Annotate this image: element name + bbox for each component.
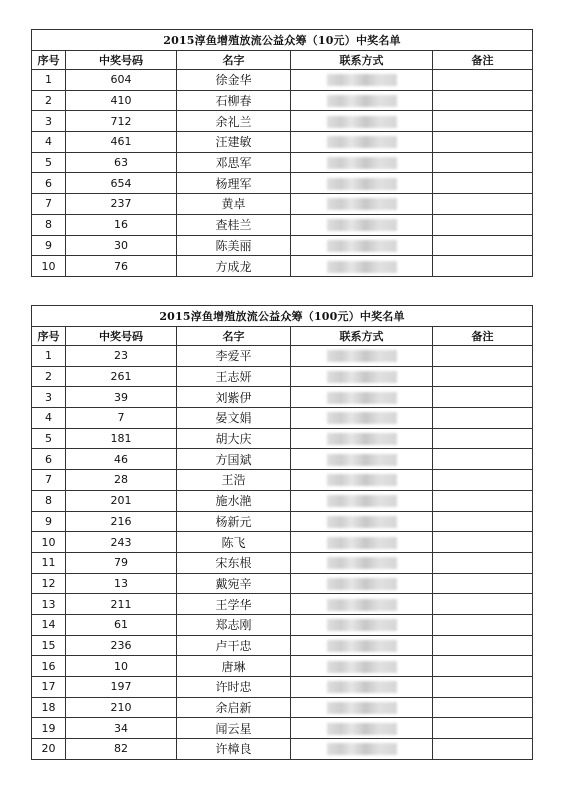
contact-info-redacted bbox=[291, 111, 433, 132]
winner-name: 李爱平 bbox=[177, 346, 291, 367]
contact-info-redacted bbox=[291, 70, 433, 91]
winner-name: 刘紫伊 bbox=[177, 387, 291, 408]
winner-name: 查桂兰 bbox=[177, 214, 291, 235]
contact-info-redacted bbox=[291, 132, 433, 153]
winning-number: 63 bbox=[66, 152, 177, 173]
winning-number: 211 bbox=[66, 594, 177, 615]
note-cell bbox=[433, 697, 533, 718]
note-cell bbox=[433, 428, 533, 449]
table-row bbox=[32, 594, 533, 615]
note-cell bbox=[433, 366, 533, 387]
contact-info-redacted bbox=[291, 594, 433, 615]
winning-number: 23 bbox=[66, 346, 177, 367]
winning-number: 712 bbox=[66, 111, 177, 132]
winner-name: 石柳春 bbox=[177, 90, 291, 111]
winning-number: 210 bbox=[66, 697, 177, 718]
redaction-blur bbox=[327, 198, 397, 210]
table-row bbox=[32, 656, 533, 677]
note-cell bbox=[433, 511, 533, 532]
column-header-no: 序号 bbox=[32, 327, 66, 346]
table-row bbox=[32, 552, 533, 573]
winner-name: 闻云星 bbox=[177, 718, 291, 739]
winner-name: 黄卓 bbox=[177, 194, 291, 215]
winner-name: 许时忠 bbox=[177, 677, 291, 698]
table-row bbox=[32, 614, 533, 635]
table-row bbox=[32, 697, 533, 718]
note-cell bbox=[433, 173, 533, 194]
column-header-code: 中奖号码 bbox=[66, 327, 177, 346]
table-row bbox=[32, 111, 533, 132]
note-cell bbox=[433, 490, 533, 511]
redaction-blur bbox=[327, 599, 397, 611]
column-header-note: 备注 bbox=[433, 327, 533, 346]
table-row bbox=[32, 470, 533, 491]
table-row bbox=[32, 152, 533, 173]
column-header-name: 名字 bbox=[177, 51, 291, 70]
row-number: 17 bbox=[32, 677, 66, 698]
winner-name: 陈飞 bbox=[177, 532, 291, 553]
table-row bbox=[32, 346, 533, 367]
contact-info-redacted bbox=[291, 470, 433, 491]
note-cell bbox=[433, 739, 533, 760]
table-row bbox=[32, 428, 533, 449]
note-cell bbox=[433, 214, 533, 235]
winning-number: 7 bbox=[66, 408, 177, 429]
winner-name: 余启新 bbox=[177, 697, 291, 718]
contact-info-redacted bbox=[291, 428, 433, 449]
winning-number: 76 bbox=[66, 256, 177, 277]
contact-info-redacted bbox=[291, 256, 433, 277]
winner-name: 戴宛辛 bbox=[177, 573, 291, 594]
table-row bbox=[32, 387, 533, 408]
winning-number: 28 bbox=[66, 470, 177, 491]
winner-name: 汪建敏 bbox=[177, 132, 291, 153]
winning-number: 10 bbox=[66, 656, 177, 677]
table-row bbox=[32, 718, 533, 739]
row-number: 2 bbox=[32, 90, 66, 111]
note-cell bbox=[433, 387, 533, 408]
redaction-blur bbox=[327, 495, 397, 507]
note-cell bbox=[433, 346, 533, 367]
note-cell bbox=[433, 235, 533, 256]
note-cell bbox=[433, 132, 533, 153]
table-row bbox=[32, 366, 533, 387]
row-number: 13 bbox=[32, 594, 66, 615]
redaction-blur bbox=[327, 433, 397, 445]
note-cell bbox=[433, 408, 533, 429]
contact-info-redacted bbox=[291, 90, 433, 111]
contact-info-redacted bbox=[291, 656, 433, 677]
redaction-blur bbox=[327, 261, 397, 273]
redaction-blur bbox=[327, 157, 397, 169]
winner-name: 杨理军 bbox=[177, 173, 291, 194]
contact-info-redacted bbox=[291, 214, 433, 235]
winning-number: 216 bbox=[66, 511, 177, 532]
redaction-blur bbox=[327, 74, 397, 86]
note-cell bbox=[433, 256, 533, 277]
contact-info-redacted bbox=[291, 366, 433, 387]
winner-name: 宋东根 bbox=[177, 552, 291, 573]
winner-name: 邓思军 bbox=[177, 152, 291, 173]
winning-number: 461 bbox=[66, 132, 177, 153]
contact-info-redacted bbox=[291, 152, 433, 173]
contact-info-redacted bbox=[291, 194, 433, 215]
contact-info-redacted bbox=[291, 573, 433, 594]
contact-info-redacted bbox=[291, 718, 433, 739]
redaction-blur bbox=[327, 412, 397, 424]
winner-name: 徐金华 bbox=[177, 70, 291, 91]
note-cell bbox=[433, 449, 533, 470]
winner-name: 卢干忠 bbox=[177, 635, 291, 656]
row-number: 5 bbox=[32, 428, 66, 449]
contact-info-redacted bbox=[291, 408, 433, 429]
column-header-name: 名字 bbox=[177, 327, 291, 346]
winner-name: 余礼兰 bbox=[177, 111, 291, 132]
winners-table-10-yuan bbox=[31, 29, 533, 277]
winner-name: 王学华 bbox=[177, 594, 291, 615]
winning-number: 604 bbox=[66, 70, 177, 91]
table-title: 2015淳鱼增殖放流公益众筹（10元）中奖名单 bbox=[32, 30, 533, 51]
table-row bbox=[32, 677, 533, 698]
note-cell bbox=[433, 552, 533, 573]
note-cell bbox=[433, 152, 533, 173]
table-title: 2015淳鱼增殖放流公益众筹（100元）中奖名单 bbox=[32, 306, 533, 327]
winning-number: 197 bbox=[66, 677, 177, 698]
note-cell bbox=[433, 532, 533, 553]
table-row bbox=[32, 408, 533, 429]
redaction-blur bbox=[327, 516, 397, 528]
contact-info-redacted bbox=[291, 235, 433, 256]
winning-number: 34 bbox=[66, 718, 177, 739]
table-row bbox=[32, 70, 533, 91]
row-number: 4 bbox=[32, 408, 66, 429]
winners-table-100-yuan bbox=[31, 305, 533, 760]
note-cell bbox=[433, 656, 533, 677]
winning-number: 46 bbox=[66, 449, 177, 470]
winning-number: 201 bbox=[66, 490, 177, 511]
table-row bbox=[32, 173, 533, 194]
redaction-blur bbox=[327, 392, 397, 404]
row-number: 8 bbox=[32, 490, 66, 511]
table-row bbox=[32, 235, 533, 256]
redaction-blur bbox=[327, 681, 397, 693]
table-row bbox=[32, 194, 533, 215]
contact-info-redacted bbox=[291, 387, 433, 408]
table-row bbox=[32, 635, 533, 656]
row-number: 5 bbox=[32, 152, 66, 173]
row-number: 15 bbox=[32, 635, 66, 656]
column-header-note: 备注 bbox=[433, 51, 533, 70]
redaction-blur bbox=[327, 454, 397, 466]
redaction-blur bbox=[327, 95, 397, 107]
row-number: 9 bbox=[32, 511, 66, 532]
winning-number: 82 bbox=[66, 739, 177, 760]
winning-number: 236 bbox=[66, 635, 177, 656]
row-number: 10 bbox=[32, 532, 66, 553]
row-number: 16 bbox=[32, 656, 66, 677]
contact-info-redacted bbox=[291, 635, 433, 656]
redaction-blur bbox=[327, 350, 397, 362]
contact-info-redacted bbox=[291, 346, 433, 367]
redaction-blur bbox=[327, 578, 397, 590]
redaction-blur bbox=[327, 136, 397, 148]
winner-name: 王浩 bbox=[177, 470, 291, 491]
winning-number: 61 bbox=[66, 614, 177, 635]
table-row bbox=[32, 511, 533, 532]
note-cell bbox=[433, 677, 533, 698]
row-number: 19 bbox=[32, 718, 66, 739]
column-header-no: 序号 bbox=[32, 51, 66, 70]
row-number: 1 bbox=[32, 70, 66, 91]
redaction-blur bbox=[327, 743, 397, 755]
winner-name: 王志妍 bbox=[177, 366, 291, 387]
note-cell bbox=[433, 573, 533, 594]
redaction-blur bbox=[327, 640, 397, 652]
winner-name: 施水滟 bbox=[177, 490, 291, 511]
row-number: 3 bbox=[32, 387, 66, 408]
winning-number: 39 bbox=[66, 387, 177, 408]
note-cell bbox=[433, 90, 533, 111]
redaction-blur bbox=[327, 178, 397, 190]
winning-number: 181 bbox=[66, 428, 177, 449]
redaction-blur bbox=[327, 619, 397, 631]
column-header-contact: 联系方式 bbox=[291, 327, 433, 346]
row-number: 7 bbox=[32, 470, 66, 491]
note-cell bbox=[433, 70, 533, 91]
winner-name: 杨新元 bbox=[177, 511, 291, 532]
table-row bbox=[32, 532, 533, 553]
winner-name: 唐琳 bbox=[177, 656, 291, 677]
redaction-blur bbox=[327, 240, 397, 252]
redaction-blur bbox=[327, 702, 397, 714]
winning-number: 243 bbox=[66, 532, 177, 553]
redaction-blur bbox=[327, 219, 397, 231]
contact-info-redacted bbox=[291, 697, 433, 718]
row-number: 11 bbox=[32, 552, 66, 573]
winning-number: 79 bbox=[66, 552, 177, 573]
row-number: 1 bbox=[32, 346, 66, 367]
table-row bbox=[32, 739, 533, 760]
row-number: 14 bbox=[32, 614, 66, 635]
winner-name: 胡大庆 bbox=[177, 428, 291, 449]
row-number: 3 bbox=[32, 111, 66, 132]
note-cell bbox=[433, 470, 533, 491]
note-cell bbox=[433, 594, 533, 615]
winning-number: 261 bbox=[66, 366, 177, 387]
row-number: 20 bbox=[32, 739, 66, 760]
note-cell bbox=[433, 614, 533, 635]
column-header-code: 中奖号码 bbox=[66, 51, 177, 70]
row-number: 4 bbox=[32, 132, 66, 153]
redaction-blur bbox=[327, 371, 397, 383]
contact-info-redacted bbox=[291, 677, 433, 698]
redaction-blur bbox=[327, 537, 397, 549]
row-number: 9 bbox=[32, 235, 66, 256]
contact-info-redacted bbox=[291, 449, 433, 470]
winner-name: 陈美丽 bbox=[177, 235, 291, 256]
winner-name: 方成龙 bbox=[177, 256, 291, 277]
winning-number: 654 bbox=[66, 173, 177, 194]
table-row bbox=[32, 490, 533, 511]
row-number: 6 bbox=[32, 173, 66, 194]
row-number: 8 bbox=[32, 214, 66, 235]
winning-number: 16 bbox=[66, 214, 177, 235]
winning-number: 13 bbox=[66, 573, 177, 594]
contact-info-redacted bbox=[291, 173, 433, 194]
row-number: 6 bbox=[32, 449, 66, 470]
contact-info-redacted bbox=[291, 511, 433, 532]
contact-info-redacted bbox=[291, 739, 433, 760]
row-number: 12 bbox=[32, 573, 66, 594]
contact-info-redacted bbox=[291, 552, 433, 573]
winner-name: 晏文娟 bbox=[177, 408, 291, 429]
table-row bbox=[32, 132, 533, 153]
table-row bbox=[32, 449, 533, 470]
note-cell bbox=[433, 111, 533, 132]
note-cell bbox=[433, 635, 533, 656]
row-number: 18 bbox=[32, 697, 66, 718]
redaction-blur bbox=[327, 474, 397, 486]
table-row bbox=[32, 90, 533, 111]
table-row bbox=[32, 256, 533, 277]
winner-name: 方国斌 bbox=[177, 449, 291, 470]
note-cell bbox=[433, 718, 533, 739]
contact-info-redacted bbox=[291, 532, 433, 553]
row-number: 2 bbox=[32, 366, 66, 387]
redaction-blur bbox=[327, 661, 397, 673]
redaction-blur bbox=[327, 723, 397, 735]
row-number: 7 bbox=[32, 194, 66, 215]
redaction-blur bbox=[327, 116, 397, 128]
winning-number: 30 bbox=[66, 235, 177, 256]
redaction-blur bbox=[327, 557, 397, 569]
contact-info-redacted bbox=[291, 490, 433, 511]
contact-info-redacted bbox=[291, 614, 433, 635]
table-row bbox=[32, 573, 533, 594]
note-cell bbox=[433, 194, 533, 215]
winning-number: 237 bbox=[66, 194, 177, 215]
table-row bbox=[32, 214, 533, 235]
column-header-contact: 联系方式 bbox=[291, 51, 433, 70]
row-number: 10 bbox=[32, 256, 66, 277]
winner-name: 郑志刚 bbox=[177, 614, 291, 635]
winner-name: 许樟良 bbox=[177, 739, 291, 760]
winning-number: 410 bbox=[66, 90, 177, 111]
